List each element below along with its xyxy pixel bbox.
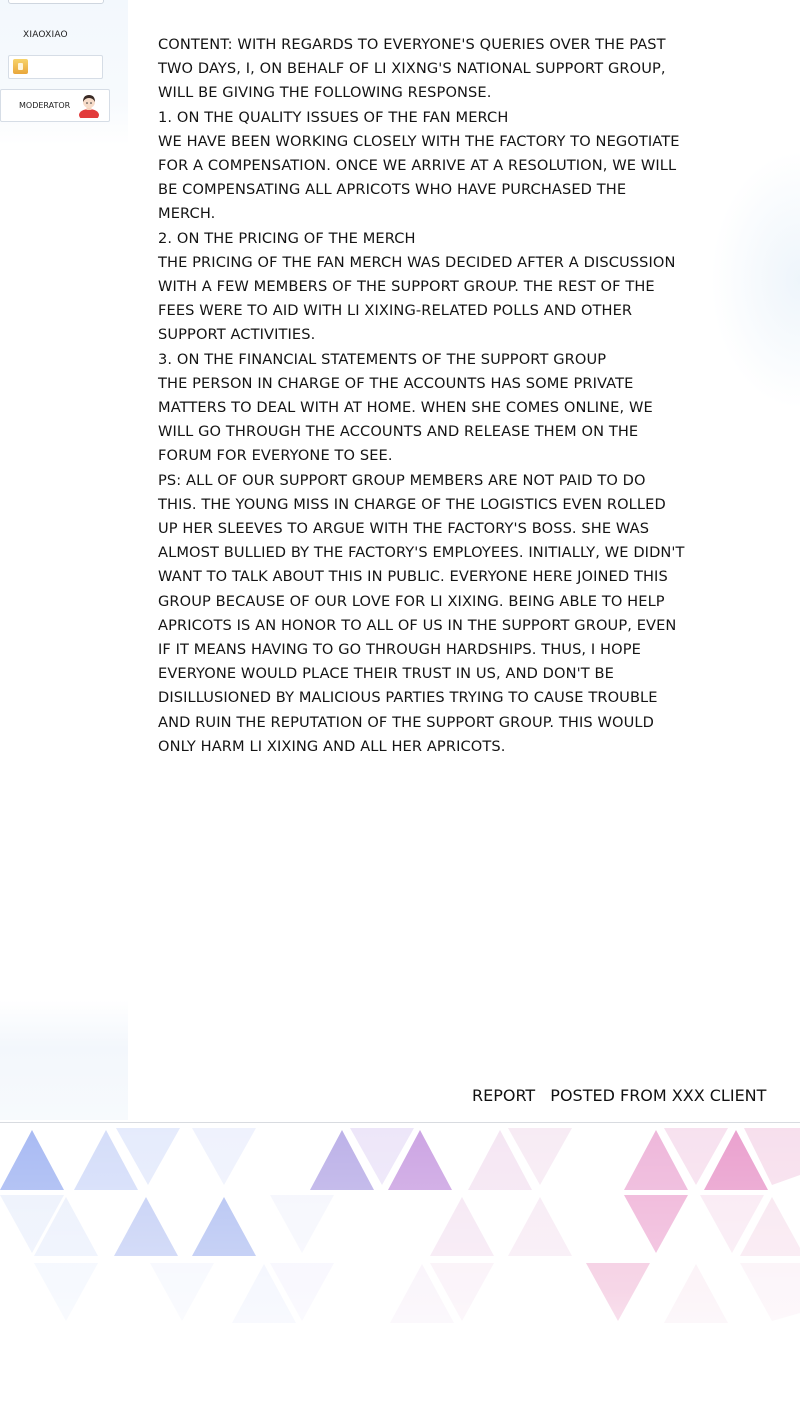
background-block [0, 1000, 128, 1120]
level-badge-icon [13, 59, 28, 74]
post-heading: 3. ON THE FINANCIAL STATEMENTS OF THE SUPPORT GROUP [158, 350, 607, 368]
author-level-box [8, 55, 103, 79]
report-link[interactable]: REPORT [472, 1086, 536, 1105]
post-footer [472, 1086, 776, 1105]
author-panel [0, 0, 128, 145]
post-paragraph: THE PRICING OF THE FAN MERCH WAS DECIDED AFTER A DISCUSSION WITH A FEW MEMBERS OF THE SUPPORT GROUP. THE REST OF THE FEES WERE TO AID WITH LI XIXING-RELATED POLLS AND OTHER SUPPORT ACTIVITIES. [158, 253, 676, 344]
role-label: MODERATOR [19, 101, 71, 110]
triangle-pattern-decoration [0, 1123, 800, 1428]
author-role-badge [0, 89, 110, 122]
post-paragraph: WE HAVE BEEN WORKING CLOSELY WITH THE FACTORY TO NEGOTIATE FOR A COMPENSATION. ONCE WE ARRIVE AT A RESOLUTION, WE WILL BE COMPENSATING ALL APRICOTS WHO HAVE PURCHASED THE MERCH. [158, 132, 680, 223]
post-paragraph: PS: ALL OF OUR SUPPORT GROUP MEMBERS ARE NOT PAID TO DO THIS. THE YOUNG MISS IN CHARGE OF THE LOGISTICS EVEN ROLLED UP HER SLEEVES TO ARGUE WITH THE FACTORY'S BOSS. SHE WAS ALMOST BULLIED BY THE FACTORY'S EMPLOYEES. INITIALLY, WE DIDN'T WANT TO TALK ABOUT THIS IN PUBLIC. EVERYONE HERE JOINED THIS GROUP BECAUSE OF OUR LOVE FOR LI XIXING. BEING ABLE TO HELP APRICOTS IS AN HONOR TO ALL OF US IN THE SUPPORT GROUP, EVEN IF IT MEANS HAVING TO GO THROUGH HARDSHIPS. THUS, I HOPE EVERYONE WOULD PLACE THEIR TRUST IN US, AND DON'T BE DISILLUSIONED BY MALICIOUS PARTIES TRYING TO CAUSE TROUBLE AND RUIN THE REPUTATION OF THE SUPPORT GROUP. THIS WOULD ONLY HARM LI XIXING AND ALL HER APRICOTS. [158, 471, 685, 755]
user-avatar-icon[interactable] [78, 93, 100, 118]
author-username[interactable]: XIAOXIAO [23, 30, 68, 40]
post-paragraph: THE PERSON IN CHARGE OF THE ACCOUNTS HAS SOME PRIVATE MATTERS TO DEAL WITH AT HOME. WHEN SHE COMES ONLINE, WE WILL GO THROUGH THE ACCOUNTS AND RELEASE THEM ON THE FORUM FOR EVERYONE TO SEE. [158, 374, 653, 465]
author-top-box [8, 0, 104, 4]
post-content [158, 33, 688, 759]
post-heading: 1. ON THE QUALITY ISSUES OF THE FAN MERCH [158, 108, 509, 126]
background-glow [710, 150, 800, 410]
post-heading: 2. ON THE PRICING OF THE MERCH [158, 229, 416, 247]
client-label: POSTED FROM XXX CLIENT [550, 1086, 767, 1105]
post-paragraph: CONTENT: WITH REGARDS TO EVERYONE'S QUERIES OVER THE PAST TWO DAYS, I, ON BEHALF OF LI XIXNG'S NATIONAL SUPPORT GROUP, WILL BE GIVING THE FOLLOWING RESPONSE. [158, 36, 666, 102]
